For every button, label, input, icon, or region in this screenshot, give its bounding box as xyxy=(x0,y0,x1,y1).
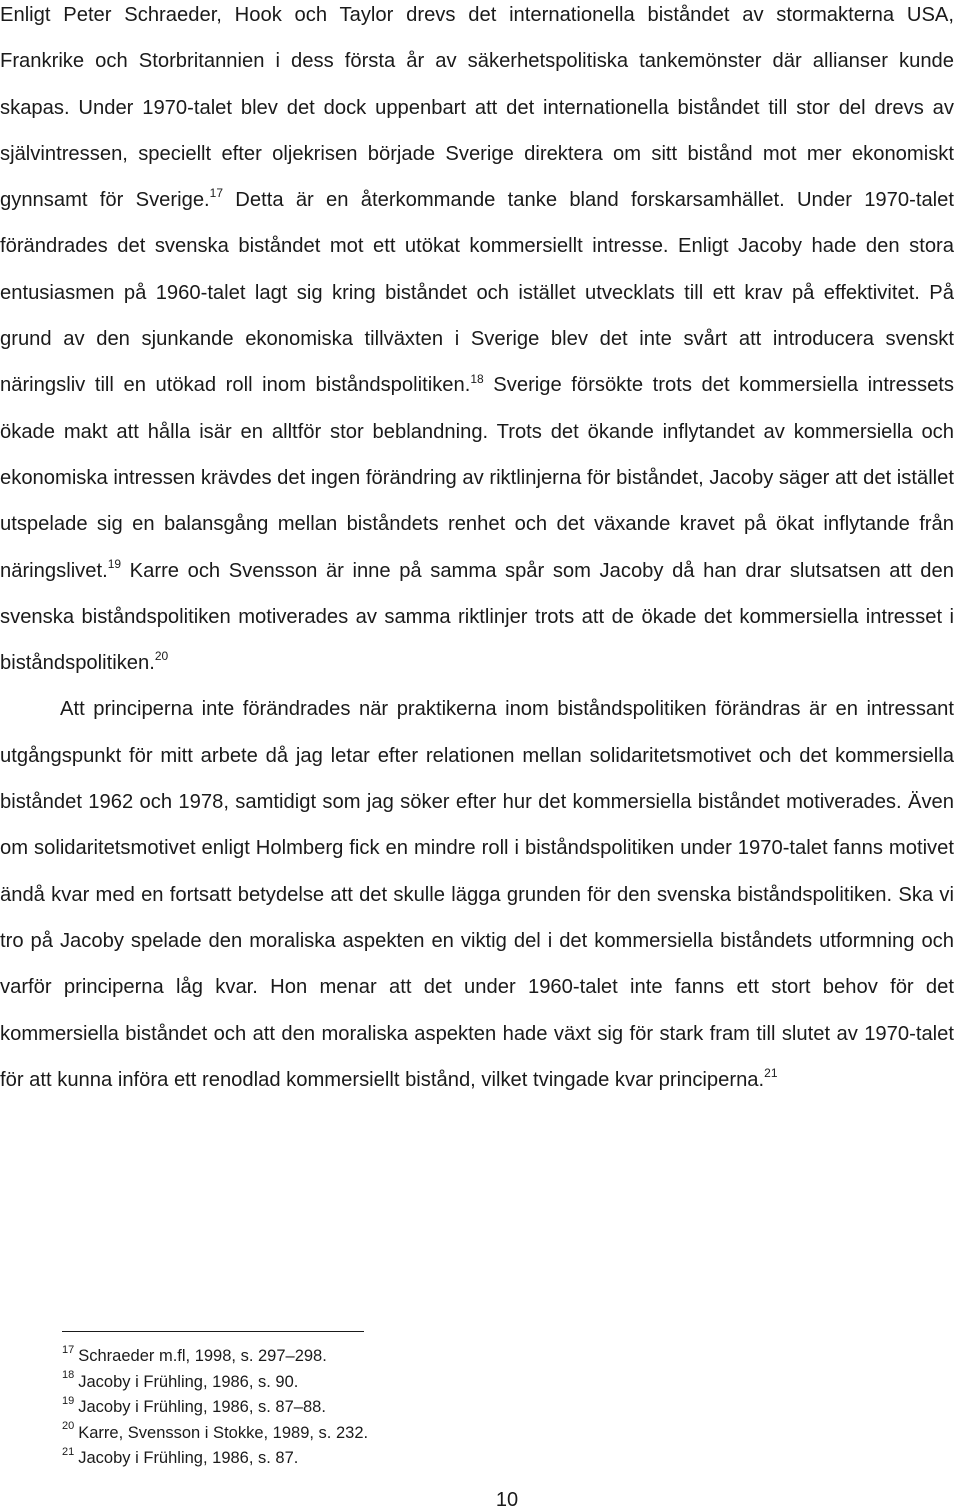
footnote-number: 21 xyxy=(62,1445,75,1458)
footnotes xyxy=(62,1344,368,1472)
footnote-text: Jacoby i Frühling, 1986, s. 87–88. xyxy=(78,1398,326,1417)
footnote-number: 20 xyxy=(62,1420,75,1433)
page-number: 10 xyxy=(495,1489,519,1511)
footnote-text: Jacoby i Frühling, 1986, s. 90. xyxy=(78,1372,299,1391)
paragraph-1 xyxy=(0,0,954,686)
footnote-18 xyxy=(62,1370,368,1396)
text-run: Detta är en återkommande tanke bland forskarsamhället. Under 1970-talet förändrades det svenska biståndet mot ett utökat kommersiellt intresse. Enligt Jacoby hade den stora entusiasmen på 1960-talet lagt sig kring biståndet och istället utvecklats till ett krav på effektivitet. På grund av den sjunkande ekonomiska tillväxten i Sverige blev det inte svårt att introducera svenskt näringsliv till en utökad roll inom biståndspolitiken. xyxy=(0,189,954,397)
footnote-text: Schraeder m.fl, 1998, s. 297–298. xyxy=(78,1347,327,1365)
footnote-20 xyxy=(62,1421,368,1447)
footnote-19 xyxy=(62,1395,368,1421)
footnote-number: 19 xyxy=(62,1394,75,1407)
footnote-number: 17 xyxy=(62,1343,75,1356)
footnote-text: Karre, Svensson i Stokke, 1989, s. 232. xyxy=(78,1423,369,1442)
footnote-17 xyxy=(62,1344,368,1370)
paragraph-2 xyxy=(0,686,954,1103)
footnote-ref: 20 xyxy=(154,649,169,664)
footnote-separator xyxy=(62,1331,364,1332)
text-run: Enligt Peter Schraeder, Hook och Taylor drevs det internationella biståndet av stormakterna USA, Frankrike och Storbritannien i dess första år av säkerhetspolitiska tankemönster där allianser kunde skapas. Under 1970-talet blev det dock uppenbart att det internationella biståndet till stor del drevs av självintressen, speciellt efter oljekrisen började Sverige direktera om sitt bistånd mot mer ekonomiskt gynnsamt för Sverige. xyxy=(0,4,954,212)
text-run: Sverige försökte trots det kommersiella intressets ökade makt att hålla isär en alltför stor beblandning. Trots det ökande inflytandet av kommersiella och ekonomiska intressen krävdes det ingen förändring av riktlinjerna för biståndet, Jacoby säger att det istället utspelade sig en balansgång mellan biståndets renhet och det växande kravet på ökat inflytande från näringslivet. xyxy=(0,374,954,582)
text-run: Att principerna inte förändrades när praktikerna inom biståndspolitiken förändras är en intressant utgångspunkt för mitt arbete då jag letar efter relationen mellan solidaritetsmotivet och det kommersiella biståndet 1962 och 1978, samtidigt som jag söker efter hur det kommersiella biståndet motiverades. Även om solidaritetsmotivet enligt Holmberg fick en mindre roll i biståndspolitiken under 1970-talet fanns motivet ändå kvar med en fortsatt betydelse att det skulle lägga grunden för den svenska biståndspolitiken. Ska vi tro på Jacoby spelade den moraliska aspekten en viktig del i det kommersiella biståndets utformning och varför principerna låg kvar. Hon menar att det under 1960-talet inte fanns ett stort behov för det kommersiella biståndet och att den moraliska aspekten hade växt sig för stark fram till slutet av 1970-talet för att kunna införa ett renodlad kommersiellt bistånd, vilket tvingade kvar principerna. xyxy=(0,698,954,1091)
footnote-text: Jacoby i Frühling, 1986, s. 87. xyxy=(78,1449,299,1468)
footnote-ref: 19 xyxy=(107,556,122,571)
footnote-ref: 17 xyxy=(209,186,224,201)
footnote-21 xyxy=(62,1446,368,1472)
footnote-number: 18 xyxy=(62,1369,75,1382)
footnote-ref: 18 xyxy=(470,371,484,386)
text-run: Karre och Svensson är inne på samma spår som Jacoby då han drar slutsatsen att den svenska biståndspolitiken motiverades av samma riktlinjer trots att de ökade det kommersiella intresset i biståndspolitiken. xyxy=(0,559,954,675)
footnote-ref: 21 xyxy=(764,1066,778,1081)
